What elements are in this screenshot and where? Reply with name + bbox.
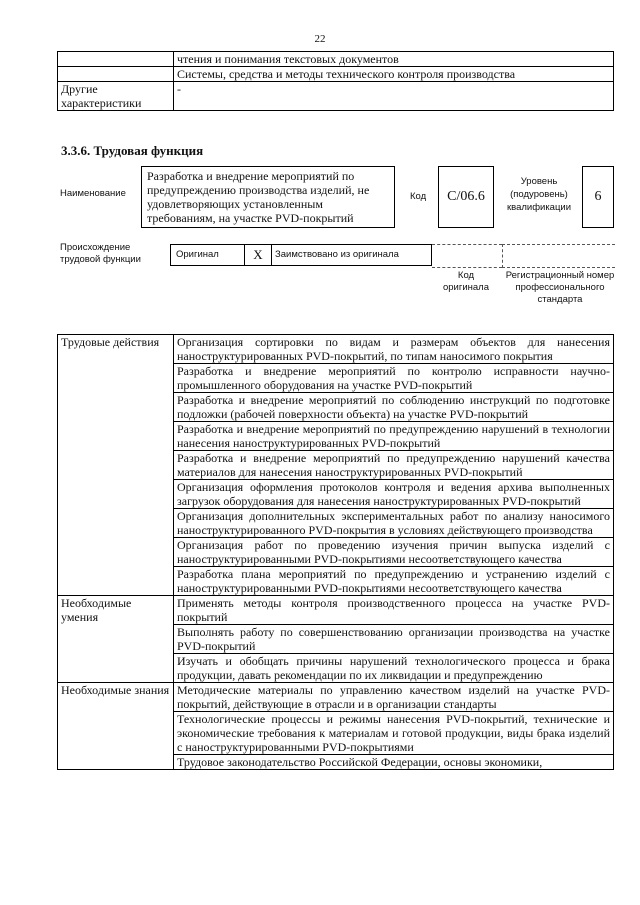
code-original-label: Код оригинала [442, 270, 489, 293]
code-label: Код [410, 191, 427, 202]
row-label: Другие характеристики [58, 82, 174, 111]
row-category: Необходимые умения [58, 596, 174, 683]
row-item: Разработка и внедрение мероприятий по предупреждению нарушений в технологии нанесения наноструктурированных PVD-покрытий [174, 422, 614, 451]
row-category: Необходимые знания [58, 683, 174, 770]
row-item: Разработка и внедрение мероприятий по контролю исправности научно-промышленного оборудования на участке PVD-покрытий [174, 364, 614, 393]
code-value: С/06.6 [438, 166, 494, 228]
row-item: Технологические процессы и режимы нанесения PVD-покрытий, технические и экономические требования к материалам и готовой продукции, виды брака изделий с наноструктурированными PVD-покрытиями [174, 712, 614, 755]
row-value: Системы, средства и методы технического контроля производства [174, 67, 614, 82]
reg-number-label: Регистрационный номер профессионального стандарта [505, 270, 615, 305]
row-item: Организация оформления протоколов контроля и ведения архива выполненных загрузок оборудования для нанесения наноструктурированных PVD-покрытий [174, 480, 614, 509]
row-value: чтения и понимания текстовых документов [174, 52, 614, 67]
section-title: 3.3.6. Трудовая функция [61, 143, 204, 158]
table-row [58, 683, 614, 712]
row-item: Разработка и внедрение мероприятий по предупреждению нарушений качества материалов для нанесения наноструктурированных PVD-покрытий [174, 451, 614, 480]
row-item: Организация дополнительных экспериментальных работ по анализу наносимого наноструктурированного PVD-покрытия в условиях действующего производства [174, 509, 614, 538]
borrowed-cell: Заимствовано из оригинала [271, 244, 432, 266]
origin-row [170, 244, 432, 266]
row-item: Выполнять работу по совершенствованию организации производства на участке PVD-покрытий [174, 625, 614, 654]
name-label: Наименование [60, 188, 126, 199]
original-mark: X [245, 244, 271, 266]
row-item: Применять методы контроля производственного процесса на участке PVD-покрытий [174, 596, 614, 625]
table-row [58, 67, 614, 82]
level-value: 6 [582, 166, 614, 228]
original-cell: Оригинал [170, 244, 245, 266]
level-label: Уровень (подуровень) квалификации [506, 176, 572, 213]
row-item: Разработка и внедрение мероприятий по соблюдению инструкций по подготовке подложки (рабочей поверхности объекта) на участке PVD-покрытий [174, 393, 614, 422]
page-number: 22 [314, 33, 326, 45]
row-item: Разработка плана мероприятий по предупреждению и устранению изделий с наноструктурированными PVD-покрытиями несоответствующего качества [174, 567, 614, 596]
origin-label: Происхождение трудовой функции [60, 242, 141, 265]
row-item: Трудовое законодательство Российской Федерации, основы экономики, [174, 755, 614, 770]
row-label [58, 52, 174, 67]
row-value: - [174, 82, 614, 111]
row-item: Организация сортировки по видам и размерам объектов для нанесения наноструктурированных PVD-покрытий, по типам наносимого покрытия [174, 335, 614, 364]
function-table [57, 334, 614, 770]
table-row [58, 82, 614, 111]
row-item: Методические материалы по управлению качеством изделий на участке PVD-покрытий, действующие в отрасли и в организации стандарты [174, 683, 614, 712]
reg-number-cell [502, 244, 615, 268]
code-original-cell [432, 244, 502, 268]
row-item: Организация работ по проведению изучения причин выпуска изделий с наноструктурированными PVD-покрытиями несоответствующего качества [174, 538, 614, 567]
continuation-table [57, 51, 614, 111]
function-name: Разработка и внедрение мероприятий по предупреждению производства изделий, не удовлетворяющих установленным требованиям, на участке PVD-покрытий [141, 166, 395, 228]
table-row [58, 52, 614, 67]
row-label [58, 67, 174, 82]
row-item: Изучать и обобщать причины нарушений технологического процесса и брака продукции, давать рекомендации по их ликвидации и предупреждению [174, 654, 614, 683]
table-row [58, 335, 614, 364]
table-row [58, 596, 614, 625]
row-category: Трудовые действия [58, 335, 174, 596]
